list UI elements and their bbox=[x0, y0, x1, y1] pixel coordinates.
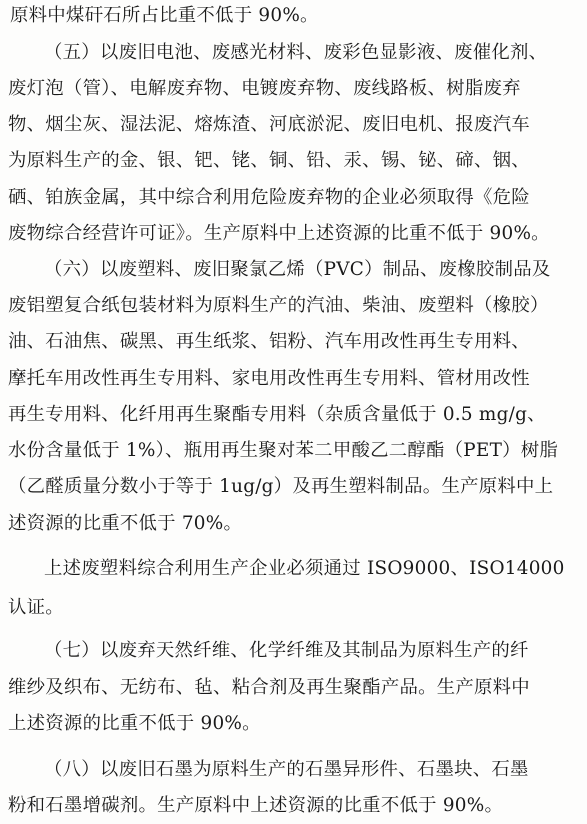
text-line: 油、石油焦、碳黑、再生纸浆、铝粉、汽车用改性再生专用料、 bbox=[8, 331, 530, 352]
text-line: （乙醛质量分数小于等于 1ug/g）及再生塑料制品。生产原料中上 bbox=[8, 476, 554, 497]
text-line: 物、烟尘灰、湿法泥、熔炼渣、河底淤泥、废旧电机、报废汽车 bbox=[8, 114, 530, 135]
text-line: 原料中煤矸石所占比重不低于 90%。 bbox=[10, 5, 319, 26]
text-line: 水份含量低于 1%）、瓶用再生聚对苯二甲酸乙二醇酯（PET）树脂 bbox=[8, 440, 559, 461]
text-line: 认证。 bbox=[8, 597, 64, 618]
text-line: 为原料生产的金、银、钯、铑、铜、铅、汞、锡、铋、碲、铟、 bbox=[8, 150, 530, 171]
text-line: 摩托车用改性再生专用料、家电用改性再生专用料、管材用改性 bbox=[8, 368, 530, 389]
certification-note-line: 上述废塑料综合利用生产企业必须通过 ISO9000、ISO14000 bbox=[44, 558, 565, 579]
text-line: 粉和石墨增碳剂。生产原料中上述资源的比重不低于 90%。 bbox=[8, 795, 504, 816]
text-line: 废物综合经营许可证》。生产原料中上述资源的比重不低于 90%。 bbox=[8, 223, 550, 244]
text-line: 废灯泡（管）、电解废弃物、电镀废弃物、废线路板、树脂废弃 bbox=[8, 78, 521, 99]
text-line: 再生专用料、化纤用再生聚酯专用料（杂质含量低于 0.5 mg/g、 bbox=[8, 404, 546, 425]
text-line: 硒、铂族金属，其中综合利用危险废弃物的企业必须取得《危险 bbox=[8, 187, 530, 208]
paragraph-6-heading-line: （六）以废塑料、废旧聚氯乙烯（PVC）制品、废橡胶制品及 bbox=[44, 259, 551, 280]
paragraph-8-heading-line: （八）以废旧石墨为原料生产的石墨异形件、石墨块、石墨 bbox=[44, 759, 529, 780]
paragraph-7-heading-line: （七）以废弃天然纤维、化学纤维及其制品为原料生产的纤 bbox=[44, 640, 529, 661]
paragraph-5-heading-line: （五）以废旧电池、废感光材料、废彩色显影液、废催化剂、 bbox=[44, 42, 548, 63]
text-line: 上述资源的比重不低于 90%。 bbox=[8, 713, 261, 734]
text-line: 述资源的比重不低于 70%。 bbox=[8, 513, 243, 534]
text-line: 废铝塑复合纸包装材料为原料生产的汽油、柴油、废塑料（橡胶） bbox=[8, 295, 549, 316]
text-line: 维纱及织布、无纺布、毡、粘合剂及再生聚酯产品。生产原料中 bbox=[8, 677, 530, 698]
